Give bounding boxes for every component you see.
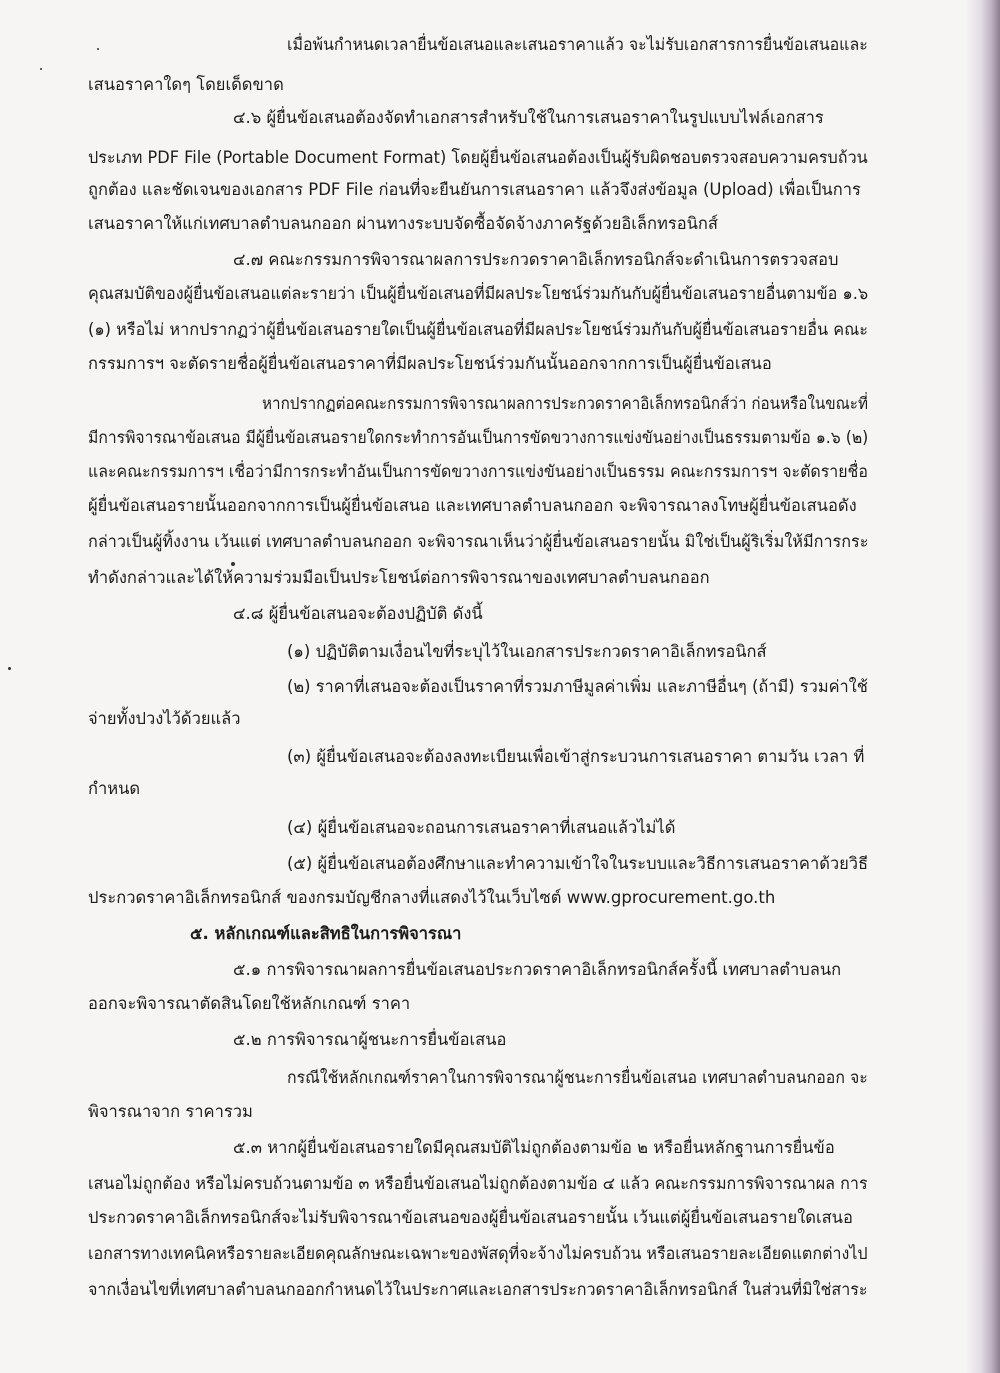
text-line: เอกสารทางเทคนิคหรือรายละเอียดคุณลักษณะเฉพาะของพัสดุที่จะจ้างไม่ครบถ้วน หรือเสนอรายละเอียดแตกต่างไป — [88, 1244, 868, 1263]
text-line: กรรมการฯ จะตัดรายชื่อผู้ยื่นข้อเสนอราคาที่มีผลประโยชน์ร่วมกันนั้นออกจากการเป็นผู้ยื่นข้อเสนอ — [88, 354, 772, 373]
section-4-8-heading: ๔.๘ ผู้ยื่นข้อเสนอจะต้องปฏิบัติ ดังนี้ — [233, 604, 483, 623]
text-line: คุณสมบัติของผู้ยื่นข้อเสนอแต่ละรายว่า เป็นผู้ยื่นข้อเสนอที่มีผลประโยชน์ร่วมกันกับผู้ยื่นข้อเสนอรายอื่นตามข้อ ๑.๖ — [88, 284, 869, 303]
scan-speck — [40, 68, 42, 70]
section-4-7-heading: ๔.๗ คณะกรรมการพิจารณาผลการประกวดราคาอิเล็กทรอนิกส์จะดำเนินการตรวจสอบ — [233, 250, 839, 269]
scan-edge-shadow — [966, 0, 1000, 1373]
text-line: และคณะกรรมการฯ เชื่อว่ามีการกระทำอันเป็นการขัดขวางการแข่งขันอย่างเป็นธรรม คณะกรรมการฯ จะตัดรายชื่อ — [88, 462, 868, 481]
text-line: ประกวดราคาอิเล็กทรอนิกส์ ของกรมบัญชีกลางที่แสดงไว้ในเว็บไซต์ www.gprocurement.go.th — [88, 888, 776, 907]
text-line: เสนอไม่ถูกต้อง หรือไม่ครบถ้วนตามข้อ ๓ หรือยื่นข้อเสนอไม่ถูกต้องตามข้อ ๔ แล้ว คณะกรรมการพิจารณาผล การ — [88, 1174, 868, 1193]
text-line: เสนอราคาให้แก่เทศบาลตำบลนกออก ผ่านทางระบบจัดซื้อจัดจ้างภาครัฐด้วยอิเล็กทรอนิกส์ — [88, 214, 718, 233]
text-line: เมื่อพ้นกำหนดเวลายื่นข้อเสนอและเสนอราคาแล้ว จะไม่รับเอกสารการยื่นข้อเสนอและ — [287, 35, 868, 54]
text-line: ประกวดราคาอิเล็กทรอนิกส์จะไม่รับพิจารณาข้อเสนอของผู้ยื่นข้อเสนอรายนั้น เว้นแต่ผู้ยื่นข้อเสนอรายใดเสนอ — [88, 1208, 853, 1227]
section-5-1-heading: ๕.๑ การพิจารณาผลการยื่นข้อเสนอประกวดราคาอิเล็กทรอนิกส์ครั้งนี้ เทศบาลตำบลนก — [233, 960, 842, 979]
text-line: กล่าวเป็นผู้ทิ้งงาน เว้นแต่ เทศบาลตำบลนกออก จะพิจารณาเห็นว่าผู้ยื่นข้อเสนอรายนั้น มิใช่เป็นผู้ริเริ่มให้มีการกระ — [88, 532, 869, 551]
section-4-6-heading: ๔.๖ ผู้ยื่นข้อเสนอต้องจัดทำเอกสารสำหรับใช้ในการเสนอราคาในรูปแบบไฟล์เอกสาร — [233, 108, 824, 127]
section-5-3-heading: ๕.๓ หากผู้ยื่นข้อเสนอรายใดมีคุณสมบัติไม่ถูกต้องตามข้อ ๒ หรือยื่นหลักฐานการยื่นข้อ — [233, 1138, 835, 1157]
text-line: จากเงื่อนไขที่เทศบาลตำบลนกออกกำหนดไว้ในประกาศและเอกสารประกวดราคาอิเล็กทรอนิกส์ ในส่วนที่มิใช่สาระ — [88, 1280, 868, 1299]
section-5-2-heading: ๕.๒ การพิจารณาผู้ชนะการยื่นข้อเสนอ — [233, 1030, 507, 1049]
list-item: (๕) ผู้ยื่นข้อเสนอต้องศึกษาและทำความเข้าใจในระบบและวิธีการเสนอราคาด้วยวิธี — [287, 854, 869, 873]
text-line: หากปรากฏต่อคณะกรรมการพิจารณาผลการประกวดราคาอิเล็กทรอนิกส์ว่า ก่อนหรือในขณะที่ — [262, 394, 869, 413]
section-5-heading: ๕. หลักเกณฑ์และสิทธิในการพิจารณา — [190, 924, 462, 943]
text-line: กำหนด — [88, 779, 141, 798]
text-line: พิจารณาจาก ราคารวม — [88, 1102, 253, 1121]
text-line: มีการพิจารณาข้อเสนอ มีผู้ยื่นข้อเสนอรายใดกระทำการอันเป็นการขัดขวางการแข่งขันอย่างเป็นธรรมตามข้อ ๑.๖ (๒) — [88, 428, 869, 447]
list-item: (๒) ราคาที่เสนอจะต้องเป็นราคาที่รวมภาษีมูลค่าเพิ่ม และภาษีอื่นๆ (ถ้ามี) รวมค่าใช้ — [287, 677, 868, 696]
scan-speck — [97, 48, 99, 50]
list-item: (๓) ผู้ยื่นข้อเสนอจะต้องลงทะเบียนเพื่อเข้าสู่กระบวนการเสนอราคา ตามวัน เวลา ที่ — [287, 747, 865, 766]
text-line: กรณีใช้หลักเกณฑ์ราคาในการพิจารณาผู้ชนะการยื่นข้อเสนอ เทศบาลตำบลนกออก จะ — [287, 1068, 868, 1087]
text-line: ออกจะพิจารณาตัดสินโดยใช้หลักเกณฑ์ ราคา — [88, 994, 411, 1013]
text-line: จ่ายทั้งปวงไว้ด้วยแล้ว — [88, 709, 241, 728]
text-line: (๑) หรือไม่ หากปรากฏว่าผู้ยื่นข้อเสนอรายใดเป็นผู้ยื่นข้อเสนอที่มีผลประโยชน์ร่วมกันกับผู้ยื่นข้อเสนอรายอื่น คณะ — [88, 320, 868, 339]
scan-speck — [8, 667, 11, 670]
list-item: (๔) ผู้ยื่นข้อเสนอจะถอนการเสนอราคาที่เสนอแล้วไม่ได้ — [287, 818, 676, 837]
list-item: (๑) ปฏิบัติตามเงื่อนไขที่ระบุไว้ในเอกสารประกวดราคาอิเล็กทรอนิกส์ — [287, 642, 767, 661]
text-line: ผู้ยื่นข้อเสนอรายนั้นออกจากการเป็นผู้ยื่นข้อเสนอ และเทศบาลตำบลนกออก จะพิจารณาลงโทษผู้ยื่นข้อเสนอดัง — [88, 496, 857, 515]
text-line: ประเภท PDF File (Portable Document Format) โดยผู้ยื่นข้อเสนอต้องเป็นผู้รับผิดชอบตรวจสอบความครบถ้วน — [88, 148, 868, 167]
text-line: เสนอราคาใดๆ โดยเด็ดขาด — [88, 75, 284, 94]
text-line: ทำดังกล่าวและได้ให้ความร่วมมือเป็นประโยชน์ต่อการพิจารณาของเทศบาลตำบลนกออก — [88, 568, 710, 587]
text-line: ถูกต้อง และชัดเจนของเอกสาร PDF File ก่อนที่จะยืนยันการเสนอราคา แล้วจึงส่งข้อมูล (Upload) เพื่อเป็นการ — [88, 180, 861, 199]
